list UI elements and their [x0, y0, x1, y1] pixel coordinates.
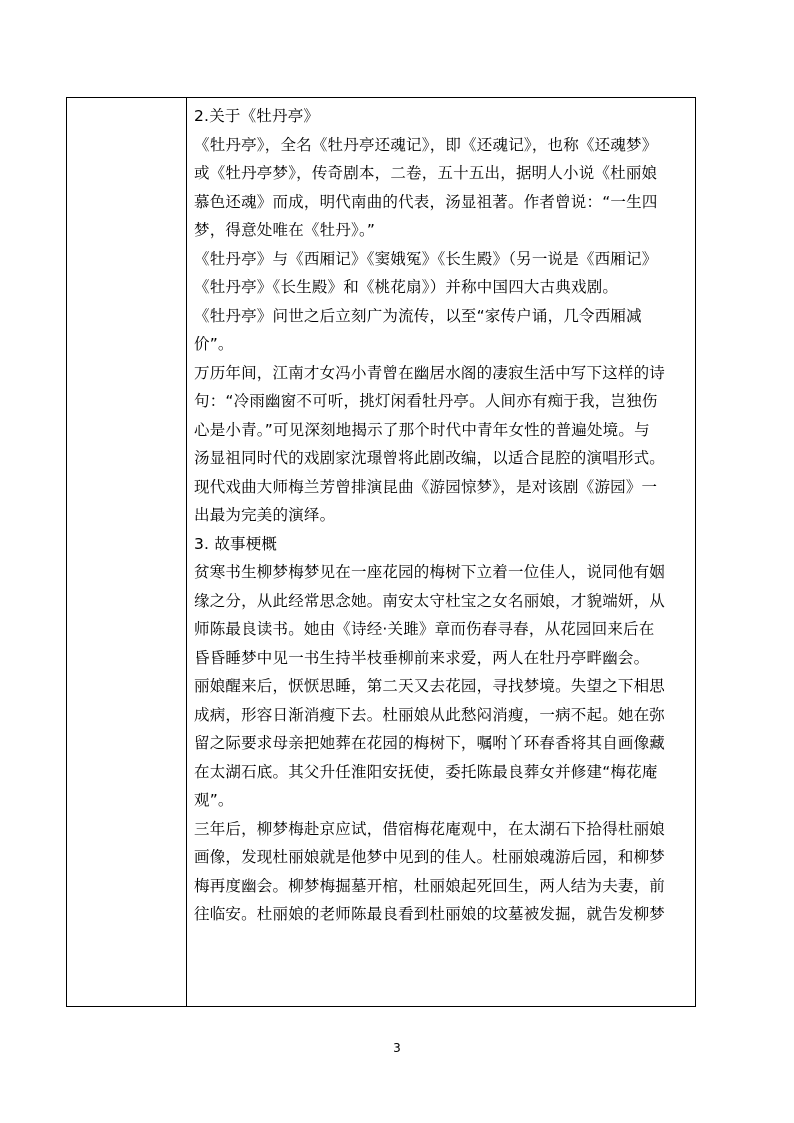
content-table — [66, 97, 696, 1007]
table-right-cell — [187, 98, 695, 1006]
text-line: 或《牡丹亭梦》，传奇剧本，二卷，五十五出，据明人小说《杜丽娘 — [194, 164, 658, 182]
text-line: 句：“冷雨幽窗不可听，挑灯闲看牡丹亭。人间亦有痴于我，岂独伤 — [194, 392, 658, 410]
text-line: 丽娘醒来后，恹恹思睡，第二天又去花园，寻找梦境。失望之下相思 — [194, 677, 666, 695]
text-line: 成病，形容日渐消瘦下去。杜丽娘从此愁闷消瘦，一病不起。她在弥 — [194, 705, 666, 724]
table-left-cell — [67, 98, 187, 1006]
text-line: 《牡丹亭》，全名《牡丹亭还魂记》，即《还魂记》，也称《还魂梦》 — [194, 135, 658, 154]
text-line: 《牡丹亭》问世之后立刻广为流传，以至“家传户诵，几令西厢减 — [194, 306, 642, 325]
text-line: 出最为完美的演绎。 — [194, 506, 336, 524]
text-line: 缘之分，从此经常思念她。南安太守杜宝之女名丽娘，才貌端妍，从 — [194, 591, 666, 610]
text-line: 贫寒书生柳梦梅梦见在一座花园的梅树下立着一位佳人，说同他有姻 — [194, 563, 666, 581]
text-line: 三年后，柳梦梅赴京应试，借宿梅花庵观中，在太湖石下拾得杜丽娘 — [194, 819, 666, 838]
text-line: 汤显祖同时代的戏剧家沈璟曾将此剧改编，以适合昆腔的演唱形式。 — [194, 449, 666, 467]
text-line: 梦，得意处唯在《牡丹》。” — [194, 221, 376, 239]
text-line: 《牡丹亭》与《西厢记》《窦娥冤》《长生殿》（另一说是《西厢记》 — [194, 249, 658, 268]
text-line: 现代戏曲大师梅兰芳曾排演昆曲《游园惊梦》，是对该剧《游园》一 — [194, 477, 658, 496]
text-line: 2.关于《牡丹亭》 — [194, 107, 320, 125]
text-line: 画像，发现杜丽娘就是他梦中见到的佳人。杜丽娘魂游后园，和柳梦 — [194, 848, 666, 866]
text-line: 在太湖石底。其父升任淮阳安抚使，委托陈最良葬女并修建“梅花庵 — [194, 762, 658, 781]
text-line: 留之际要求母亲把她葬在花园的梅树下，嘱咐丫环春香将其自画像藏 — [194, 734, 666, 752]
text-line: 观”。 — [194, 791, 234, 809]
text-line: 价”。 — [194, 335, 234, 353]
text-line: 往临安。杜丽娘的老师陈最良看到杜丽娘的坟墓被发掘，就告发柳梦 — [194, 905, 666, 923]
text-line: 梅再度幽会。柳梦梅掘墓开棺，杜丽娘起死回生，两人结为夫妻，前 — [194, 876, 666, 895]
text-line: 万历年间，江南才女冯小青曾在幽居水阁的凄寂生活中写下这样的诗 — [194, 363, 666, 382]
text-line: 慕色还魂》而成，明代南曲的代表，汤显祖著。作者曾说：“一生四 — [194, 192, 658, 211]
text-line: 师陈最良读书。她由《诗经·关雎》章而伤春寻春，从花园回来后在 — [194, 620, 655, 638]
text-line: 心是小青。”可见深刻地揭示了那个时代中青年女性的普遍处境。与 — [194, 420, 650, 439]
text-line: 3. 故事梗概 — [194, 534, 278, 553]
text-line: 《牡丹亭》《长生殿》和《桃花扇》）并称中国四大古典戏剧。 — [194, 278, 619, 296]
page-number: 3 — [393, 1041, 401, 1055]
text-line: 昏昏睡梦中见一书生持半枝垂柳前来求爱，两人在牡丹亭畔幽会。 — [194, 648, 650, 667]
